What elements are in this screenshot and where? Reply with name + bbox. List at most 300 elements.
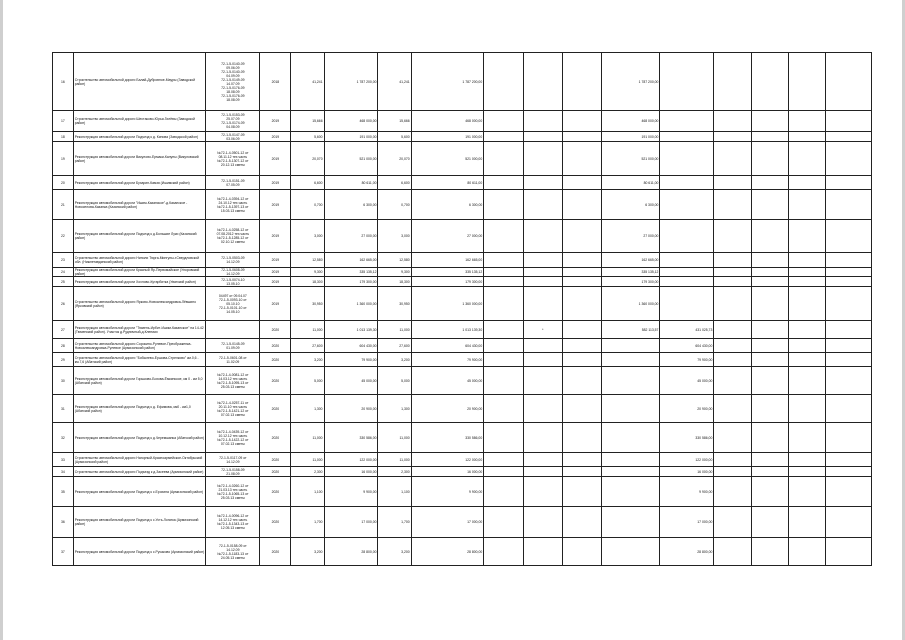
cell-col-12: [602, 507, 660, 538]
cell-col-14: [714, 176, 751, 190]
table-row: [53, 53, 872, 111]
cell-object-name: Реконструкция автомобильной дороги Бухарин-Камзя (Ишимский район): [73, 176, 206, 190]
cell-year: 2020: [260, 453, 291, 467]
cell-col-17: [826, 507, 872, 538]
cell-total-cost: 28 800,00: [324, 538, 378, 566]
cell-col-13: 20 900,00: [660, 395, 714, 423]
scan-left-edge: [0, 0, 3, 640]
cell-col-15: [751, 367, 788, 395]
cell-col-9: [484, 287, 523, 321]
cell-length-km: 20,070: [291, 142, 324, 176]
cell-year: 2020: [260, 353, 291, 367]
cell-col-15: [751, 321, 788, 339]
cell-year: 2020: [260, 467, 291, 477]
cell-length-km-2: 20,070: [378, 142, 411, 176]
cell-col-14: [714, 142, 751, 176]
table-row: [53, 453, 872, 467]
cell-year: 2019: [260, 287, 291, 321]
cell-expertise-docs: 72-1-5-0503-09 14.12.09: [206, 253, 260, 268]
cell-row-number: 27: [53, 321, 74, 339]
cell-row-number: 25: [53, 277, 74, 287]
cell-total-cost-2: 1 013 139,30: [411, 321, 484, 339]
cell-col-14: [714, 277, 751, 287]
cell-row-number: 29: [53, 353, 74, 367]
cell-col-10: [523, 507, 562, 538]
cell-col-15: [751, 190, 788, 220]
cell-total-cost-2: 335 135,12: [411, 268, 484, 277]
cell-col-12: 582 113,57: [602, 321, 660, 339]
cell-year: 2019: [260, 268, 291, 277]
cell-col-13: 16 000,00: [660, 467, 714, 477]
cell-col-17: [826, 321, 872, 339]
cell-col-12: 521 000,00: [602, 142, 660, 176]
cell-col-13: [660, 253, 714, 268]
cell-col-9: [484, 453, 523, 467]
cell-col-15: [751, 453, 788, 467]
cell-col-15: [751, 339, 788, 353]
cell-col-17: [826, 277, 872, 287]
cell-col-10: [523, 268, 562, 277]
cell-row-number: 18: [53, 132, 74, 142]
cell-total-cost-2: 17 000,00: [411, 507, 484, 538]
cell-col-16: [788, 190, 825, 220]
cell-total-cost-2: 45 000,00: [411, 367, 484, 395]
cell-col-12: 6 300,00: [602, 190, 660, 220]
cell-col-10: [523, 253, 562, 268]
document-sheet: [52, 52, 872, 566]
cell-length-km-2: 2,300: [378, 467, 411, 477]
cell-col-12: 335 135,12: [602, 268, 660, 277]
cell-col-10: [523, 111, 562, 132]
table-row: [53, 111, 872, 132]
cell-col-16: [788, 132, 825, 142]
cell-col-9: [484, 53, 523, 111]
cell-col-16: [788, 423, 825, 453]
cell-total-cost: 1 360 000,00: [324, 287, 378, 321]
cell-total-cost-2: 80 611,00: [411, 176, 484, 190]
cell-length-km: 18,300: [291, 277, 324, 287]
cell-col-10: [523, 467, 562, 477]
cell-col-16: [788, 395, 825, 423]
cell-col-13: 431 025,73: [660, 321, 714, 339]
cell-col-16: [788, 467, 825, 477]
cell-year: 2019: [260, 253, 291, 268]
cell-col-14: [714, 367, 751, 395]
cell-row-number: 33: [53, 453, 74, 467]
cell-col-9: [484, 467, 523, 477]
cell-length-km-2: 12,580: [378, 253, 411, 268]
cell-col-9: [484, 142, 523, 176]
table-row: [53, 423, 872, 453]
cell-col-16: [788, 477, 825, 507]
cell-col-15: [751, 111, 788, 132]
cell-col-12: 162 665,00: [602, 253, 660, 268]
cell-col-11: [563, 277, 602, 287]
cell-col-12: 27 000,00: [602, 220, 660, 253]
cell-length-km: 41,241: [291, 53, 324, 111]
cell-col-10: *: [523, 321, 562, 339]
cell-expertise-docs: №72-1-4-0096-12 от 14.12.12 тех.часть №72-1-5-1343-13 от 12.05.13 сметы: [206, 507, 260, 538]
cell-length-km-2: 3,000: [378, 220, 411, 253]
cell-year: 2019: [260, 176, 291, 190]
cell-length-km-2: 15,666: [378, 111, 411, 132]
cell-col-9: [484, 132, 523, 142]
cell-col-16: [788, 268, 825, 277]
cell-col-14: [714, 321, 751, 339]
cell-col-9: [484, 111, 523, 132]
cell-total-cost-2: 162 665,00: [411, 253, 484, 268]
cell-col-12: 179 300,00: [602, 277, 660, 287]
cell-col-17: [826, 53, 872, 111]
cell-row-number: 19: [53, 142, 74, 176]
cell-col-10: [523, 339, 562, 353]
cell-col-17: [826, 453, 872, 467]
cell-col-9: [484, 321, 523, 339]
cell-col-9: [484, 367, 523, 395]
cell-col-11: [563, 477, 602, 507]
table-row: [53, 268, 872, 277]
cell-col-9: [484, 220, 523, 253]
cell-col-13: 28 800,00: [660, 538, 714, 566]
table-row: [53, 142, 872, 176]
cell-col-13: [660, 190, 714, 220]
cell-length-km-2: 18,300: [378, 277, 411, 287]
cell-col-11: [563, 190, 602, 220]
cell-length-km: 5,000: [291, 367, 324, 395]
cell-col-9: [484, 538, 523, 566]
cell-col-15: [751, 477, 788, 507]
cell-col-13: [660, 287, 714, 321]
cell-year: 2020: [260, 367, 291, 395]
cell-col-13: 330 586,00: [660, 423, 714, 453]
cell-object-name: Реконструкция автомобильной дороги Подъезд к д.Черемшанка (Абатский район): [73, 423, 206, 453]
cell-year: 2020: [260, 321, 291, 339]
cell-total-cost: 1 013 139,30: [324, 321, 378, 339]
cell-length-km: 2,300: [291, 467, 324, 477]
cell-col-11: [563, 507, 602, 538]
cell-col-14: [714, 423, 751, 453]
cell-col-13: [660, 53, 714, 111]
cell-col-17: [826, 423, 872, 453]
cell-col-10: [523, 287, 562, 321]
table-row: [53, 277, 872, 287]
cell-col-14: [714, 190, 751, 220]
cell-col-10: [523, 423, 562, 453]
cell-length-km: 27,600: [291, 339, 324, 353]
cell-length-km: 6,600: [291, 176, 324, 190]
cell-col-9: [484, 477, 523, 507]
cell-total-cost: 604 430,00: [324, 339, 378, 353]
cell-col-10: [523, 353, 562, 367]
roads-program-table: [52, 52, 872, 566]
cell-length-km-2: 9,300: [378, 268, 411, 277]
cell-col-12: [602, 453, 660, 467]
cell-col-14: [714, 132, 751, 142]
cell-col-12: [602, 367, 660, 395]
cell-expertise-docs: №72-1-4-0260-12 от 21.03.13 тех.часть №72-1-5-1065-13 от 25.03.13 сметы: [206, 477, 260, 507]
cell-col-15: [751, 253, 788, 268]
cell-total-cost: 335 135,12: [324, 268, 378, 277]
cell-col-10: [523, 220, 562, 253]
cell-expertise-docs: 72-1-5-0158-09 от 14.12.09 №72-1-5-1183-13 от 24.05.13 сметы: [206, 538, 260, 566]
cell-expertise-docs: 72-1-5-0117-09 от 14.12.09: [206, 453, 260, 467]
cell-col-12: [602, 467, 660, 477]
cell-col-15: [751, 132, 788, 142]
table-row: [53, 467, 872, 477]
cell-col-16: [788, 142, 825, 176]
cell-total-cost: 191 000,00: [324, 132, 378, 142]
cell-object-name: Строительство автомобильной дороги Балай-Дубровное-Мауры (Заводской район): [73, 53, 206, 111]
cell-expertise-docs: №72-1-4-0501-12 от 08.11.12 тех.часть №72-1-5-1307-12 от 20.12.13 сметы: [206, 142, 260, 176]
cell-total-cost-2: 330 586,00: [411, 423, 484, 453]
cell-expertise-docs: 72-1-5-0153-09 25.07.09 72-1-5-0174-09 04.08.09: [206, 111, 260, 132]
table-row: [53, 538, 872, 566]
cell-col-11: [563, 538, 602, 566]
cell-col-15: [751, 268, 788, 277]
cell-object-name: Реконструкция автомобильной дороги Подъезд к д. Кинова (Заводской район): [73, 132, 206, 142]
cell-year: 2020: [260, 423, 291, 453]
cell-year: 2019: [260, 220, 291, 253]
cell-col-17: [826, 253, 872, 268]
cell-object-name: Реконструкция автомобильной дороги Красный Яр-Первомайское (Упоровский район): [73, 268, 206, 277]
cell-year: 2019: [260, 132, 291, 142]
cell-expertise-docs: №72-1-4-0394-12 от 24.10.12 тех.часть №72-1-5-1397-13 от 15.03.13 сметы: [206, 190, 260, 220]
cell-col-14: [714, 268, 751, 277]
cell-total-cost: 330 586,00: [324, 423, 378, 453]
cell-object-name: Реконструкция автомобильной дороги Подъезд к с.Ерохина (Армизонский район): [73, 477, 206, 507]
cell-total-cost: 468 000,00: [324, 111, 378, 132]
table-row: [53, 287, 872, 321]
cell-col-13: 79 900,00: [660, 353, 714, 367]
cell-col-11: [563, 253, 602, 268]
cell-col-14: [714, 339, 751, 353]
cell-col-13: [660, 268, 714, 277]
cell-col-11: [563, 53, 602, 111]
cell-object-name: Строительство автомобильной дороги Ярково-Новоалександровка-Лёвшино (Ярковский район): [73, 287, 206, 321]
cell-object-name: Строительство автомобильной дороги Подъезд к д.Засеева (Армизонский район): [73, 467, 206, 477]
cell-col-14: [714, 507, 751, 538]
cell-length-km-2: 1,300: [378, 395, 411, 423]
table-row: [53, 132, 872, 142]
cell-total-cost-2: 468 000,00: [411, 111, 484, 132]
cell-total-cost: 6 300,00: [324, 190, 378, 220]
cell-col-14: [714, 395, 751, 423]
cell-col-12: 1 360 000,00: [602, 287, 660, 321]
cell-col-17: [826, 339, 872, 353]
cell-col-17: [826, 176, 872, 190]
cell-row-number: 24: [53, 268, 74, 277]
cell-col-11: [563, 111, 602, 132]
table-row: [53, 190, 872, 220]
cell-col-13: [660, 132, 714, 142]
cell-year: 2018: [260, 53, 291, 111]
cell-col-16: [788, 367, 825, 395]
cell-length-km: 11,000: [291, 321, 324, 339]
cell-col-9: [484, 339, 523, 353]
cell-object-name: Реконструкция автомобильной дороги Подъезд к д.Большие Луки (Казанский район): [73, 220, 206, 253]
cell-length-km-2: 11,000: [378, 321, 411, 339]
cell-col-10: [523, 277, 562, 287]
cell-expertise-docs: №72-1-4-0257-11 от 20.11.10 тех.часть №72-1-5-1421-12 от 07.02.13 сметы: [206, 395, 260, 423]
cell-total-cost: 79 900,00: [324, 353, 378, 367]
cell-col-15: [751, 353, 788, 367]
cell-length-km: 15,666: [291, 111, 324, 132]
table-row: [53, 507, 872, 538]
cell-col-14: [714, 111, 751, 132]
cell-col-10: [523, 395, 562, 423]
cell-total-cost-2: 1 360 000,00: [411, 287, 484, 321]
cell-col-17: [826, 395, 872, 423]
cell-col-11: [563, 339, 602, 353]
cell-length-km-2: 6,600: [378, 176, 411, 190]
cell-total-cost-2: 1 787 200,00: [411, 53, 484, 111]
table-row: [53, 253, 872, 268]
cell-object-name: Реконструкция автомобильной дороги Хохлово-Кутарбитка (Уватский район): [73, 277, 206, 287]
cell-col-15: [751, 395, 788, 423]
cell-col-13: [660, 277, 714, 287]
cell-col-15: [751, 176, 788, 190]
cell-col-16: [788, 507, 825, 538]
cell-year: 2020: [260, 538, 291, 566]
cell-total-cost-2: 16 000,00: [411, 467, 484, 477]
cell-row-number: 28: [53, 339, 74, 353]
cell-col-14: [714, 538, 751, 566]
cell-length-km: 3,000: [291, 220, 324, 253]
cell-col-11: [563, 220, 602, 253]
cell-row-number: 36: [53, 507, 74, 538]
cell-expertise-docs: №72-1-4-0258-12 от 07.08.2012 тех.часть №72-1-5-1285-12 от 02.10.12 сметы: [206, 220, 260, 253]
cell-col-13: 45 000,00: [660, 367, 714, 395]
cell-object-name: Реконструкция автомобильной дороги "Тюмень-Ирбит-Ишим-Казанское" на 14-42 (Тюменский район). Участок д.Рудничный-д.Клепики: [73, 321, 206, 339]
cell-col-17: [826, 367, 872, 395]
cell-total-cost-2: 27 000,00: [411, 220, 484, 253]
cell-object-name: Строительство автомобильной дороги Ниноли Тюрга-Мингулы-г.Свердловской обл. (Нижнетавдинский район): [73, 253, 206, 268]
cell-length-km: 12,580: [291, 253, 324, 268]
cell-total-cost-2: 179 300,00: [411, 277, 484, 287]
cell-col-16: [788, 538, 825, 566]
cell-total-cost: 20 900,00: [324, 395, 378, 423]
cell-col-15: [751, 220, 788, 253]
cell-length-km: 11,000: [291, 423, 324, 453]
cell-object-name: Строительство автомобильной дороги Сорокино-Рулевое-Преображенка-Новоалександровка-Рулевое (Армизонский район): [73, 339, 206, 353]
cell-expertise-docs: 72-1-5-0151-09 07.05.09: [206, 176, 260, 190]
cell-length-km-2: 3,200: [378, 538, 411, 566]
cell-col-16: [788, 453, 825, 467]
cell-total-cost-2: 191 000,00: [411, 132, 484, 142]
cell-row-number: 30: [53, 367, 74, 395]
cell-col-10: [523, 367, 562, 395]
table-row: [53, 176, 872, 190]
cell-object-name: Реконструкция автомобильной дороги Горшково-Бохова-Ёмкинское, км 0 - км 5,0 (Абатский район): [73, 367, 206, 395]
cell-col-9: [484, 353, 523, 367]
cell-col-11: [563, 287, 602, 321]
cell-col-9: [484, 423, 523, 453]
cell-col-11: [563, 353, 602, 367]
cell-total-cost-2: 79 900,00: [411, 353, 484, 367]
cell-year: 2020: [260, 477, 291, 507]
cell-row-number: 17: [53, 111, 74, 132]
cell-col-13: 604 430,00: [660, 339, 714, 353]
cell-row-number: 21: [53, 190, 74, 220]
cell-col-9: [484, 507, 523, 538]
cell-expertise-docs: №72-1-4-0439-12 от 10.12.12 тех.часть №72-1-5-1422-12 от 07.02.13 сметы: [206, 423, 260, 453]
cell-col-10: [523, 176, 562, 190]
cell-object-name: Строительство автомобильной дороги "Бобылево-Ершова-Стрелково" км.0,6 - км.7,6 (Абатский район): [73, 353, 206, 367]
cell-col-12: [602, 339, 660, 353]
cell-length-km: 1,300: [291, 395, 324, 423]
cell-year: 2019: [260, 190, 291, 220]
cell-expertise-docs: 72-1-5-0608-09 14.12.09: [206, 268, 260, 277]
cell-total-cost-2: 122 000,00: [411, 453, 484, 467]
cell-row-number: 22: [53, 220, 74, 253]
cell-length-km: 0,700: [291, 190, 324, 220]
cell-year: 2019: [260, 111, 291, 132]
cell-length-km-2: 0,700: [378, 190, 411, 220]
cell-row-number: 35: [53, 477, 74, 507]
cell-col-14: [714, 253, 751, 268]
cell-col-16: [788, 220, 825, 253]
cell-year: 2019: [260, 277, 291, 287]
cell-col-11: [563, 176, 602, 190]
table-row: [53, 321, 872, 339]
cell-col-10: [523, 190, 562, 220]
cell-col-11: [563, 142, 602, 176]
cell-length-km-2: 1,100: [378, 477, 411, 507]
cell-col-11: [563, 467, 602, 477]
cell-col-16: [788, 253, 825, 268]
cell-col-16: [788, 321, 825, 339]
cell-col-10: [523, 142, 562, 176]
cell-col-9: [484, 277, 523, 287]
cell-col-15: [751, 538, 788, 566]
cell-col-9: [484, 395, 523, 423]
cell-col-11: [563, 453, 602, 467]
cell-col-11: [563, 395, 602, 423]
cell-row-number: 26: [53, 287, 74, 321]
table-row: [53, 395, 872, 423]
cell-total-cost-2: 521 000,00: [411, 142, 484, 176]
cell-col-13: [660, 142, 714, 176]
cell-length-km: 3,200: [291, 353, 324, 367]
cell-year: 2020: [260, 395, 291, 423]
cell-length-km: 11,000: [291, 453, 324, 467]
cell-total-cost: 521 000,00: [324, 142, 378, 176]
cell-col-14: [714, 453, 751, 467]
cell-total-cost-2: 604 430,00: [411, 339, 484, 353]
cell-col-10: [523, 132, 562, 142]
cell-total-cost: 162 665,00: [324, 253, 378, 268]
cell-total-cost-2: 6 300,00: [411, 190, 484, 220]
cell-expertise-docs: 04497 от 09.04.07 72-1-5-0093-10 от 05.10.10 72-1-5-0101-10 от 14.05.10: [206, 287, 260, 321]
cell-col-9: [484, 268, 523, 277]
cell-col-13: 9 900,00: [660, 477, 714, 507]
cell-col-12: [602, 423, 660, 453]
cell-row-number: 32: [53, 423, 74, 453]
cell-col-11: [563, 321, 602, 339]
cell-total-cost-2: 20 900,00: [411, 395, 484, 423]
cell-col-12: [602, 477, 660, 507]
cell-object-name: Строительство автомобильной дороги Шестаково-Юрьи-Гилёвы (Заводской район): [73, 111, 206, 132]
cell-col-16: [788, 287, 825, 321]
cell-col-17: [826, 190, 872, 220]
cell-col-15: [751, 507, 788, 538]
cell-total-cost: 27 000,00: [324, 220, 378, 253]
cell-col-12: 80 611,00: [602, 176, 660, 190]
cell-expertise-docs: 72-1-5-0601-08 от 11.02.09: [206, 353, 260, 367]
cell-length-km: 1,100: [291, 477, 324, 507]
cell-col-15: [751, 423, 788, 453]
cell-col-17: [826, 467, 872, 477]
